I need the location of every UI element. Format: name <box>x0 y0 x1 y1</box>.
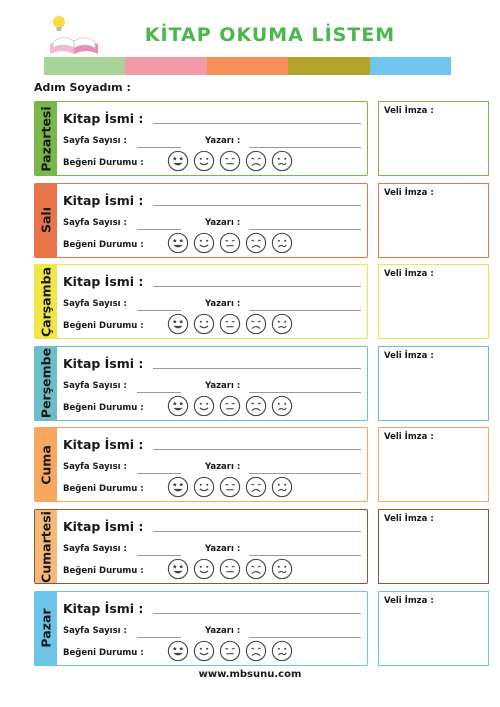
name-surname-label: Adım Soyadım : <box>34 81 131 94</box>
footer-website[interactable]: www.mbsunu.com <box>198 669 302 680</box>
rating-label: Beğeni Durumu : <box>63 321 144 332</box>
color-strip-segment <box>288 57 369 75</box>
page-count-label: Sayfa Sayısı : <box>63 625 127 636</box>
page-count-label: Sayfa Sayısı : <box>63 217 127 228</box>
page-count-line[interactable] <box>137 147 181 148</box>
parent-signature-label: Veli İmza : <box>384 106 434 116</box>
smiling-face-icon[interactable] <box>193 232 215 254</box>
book-entry-box <box>34 509 368 584</box>
rating-label: Beğeni Durumu : <box>63 566 144 576</box>
neutral-face-icon[interactable] <box>219 558 241 580</box>
author-label: Yazarı : <box>205 380 241 391</box>
star-eyes-face-icon[interactable] <box>167 640 189 662</box>
day-name: Perşembe <box>38 348 54 419</box>
author-line[interactable] <box>249 473 361 474</box>
parent-signature-box[interactable] <box>378 346 489 421</box>
day-tab <box>35 347 57 420</box>
day-name: Salı <box>38 207 54 234</box>
day-row-pazar <box>34 591 489 666</box>
confused-face-icon[interactable] <box>271 395 293 417</box>
neutral-face-icon[interactable] <box>219 640 241 662</box>
color-strip-segment <box>44 57 125 75</box>
color-strip-segment <box>370 57 451 75</box>
confused-face-icon[interactable] <box>271 640 293 662</box>
book-name-label: Kitap İsmi : <box>63 600 144 616</box>
book-entry-box <box>34 427 368 502</box>
author-label: Yazarı : <box>205 544 241 554</box>
book-name-label: Kitap İsmi : <box>63 355 144 371</box>
rating-faces <box>167 558 293 580</box>
day-name: Pazar <box>38 608 54 648</box>
book-name-label: Kitap İsmi : <box>63 519 144 534</box>
book-name-line[interactable] <box>153 286 361 287</box>
rating-faces <box>167 640 293 662</box>
book-name-label: Kitap İsmi : <box>63 192 144 208</box>
day-row-pazartesi <box>34 101 489 176</box>
book-name-line[interactable] <box>153 449 361 450</box>
page-count-label: Sayfa Sayısı : <box>63 380 127 391</box>
smiling-face-icon[interactable] <box>193 558 215 580</box>
color-strip <box>44 57 451 75</box>
page-count-label: Sayfa Sayısı : <box>63 462 127 473</box>
author-line[interactable] <box>249 229 361 230</box>
page-count-line[interactable] <box>137 473 181 474</box>
star-eyes-face-icon[interactable] <box>167 395 189 417</box>
rating-label: Beğeni Durumu : <box>63 158 144 168</box>
day-tab <box>35 184 57 257</box>
day-row-perşembe <box>34 346 489 421</box>
sad-face-icon[interactable] <box>245 558 267 580</box>
star-eyes-face-icon[interactable] <box>167 476 189 498</box>
book-name-line[interactable] <box>153 531 361 532</box>
star-eyes-face-icon[interactable] <box>167 558 189 580</box>
parent-signature-box[interactable] <box>378 264 489 339</box>
star-eyes-face-icon[interactable] <box>167 313 189 335</box>
book-entry-box <box>34 101 368 176</box>
book-name-line[interactable] <box>153 123 361 124</box>
day-row-cuma <box>34 427 489 502</box>
parent-signature-label: Veli İmza : <box>384 187 434 198</box>
rating-faces <box>167 313 293 335</box>
rating-faces <box>167 150 293 172</box>
smiling-face-icon[interactable] <box>193 640 215 662</box>
day-tab <box>35 592 57 665</box>
book-entry-box <box>34 183 368 258</box>
book-name-label: Kitap İsmi : <box>63 111 144 126</box>
page-count-label: Sayfa Sayısı : <box>63 544 127 554</box>
parent-signature-box[interactable] <box>378 591 489 666</box>
page-title: KİTAP OKUMA LİSTEM <box>144 24 396 46</box>
author-line[interactable] <box>249 147 361 148</box>
day-name: Cumartesi <box>38 510 54 583</box>
parent-signature-box[interactable] <box>378 509 489 584</box>
author-line[interactable] <box>249 637 361 638</box>
rating-faces <box>167 232 293 254</box>
neutral-face-icon[interactable] <box>219 395 241 417</box>
page-count-line[interactable] <box>137 392 181 393</box>
author-line[interactable] <box>249 310 361 311</box>
sad-face-icon[interactable] <box>245 232 267 254</box>
star-eyes-face-icon[interactable] <box>167 232 189 254</box>
author-label: Yazarı : <box>205 136 241 146</box>
sad-face-icon[interactable] <box>245 150 267 172</box>
neutral-face-icon[interactable] <box>219 476 241 498</box>
day-tab <box>35 428 57 501</box>
rating-label: Beğeni Durumu : <box>63 239 144 250</box>
parent-signature-label: Veli İmza : <box>384 432 434 443</box>
neutral-face-icon[interactable] <box>219 232 241 254</box>
smiling-face-icon[interactable] <box>193 313 215 335</box>
color-strip-segment <box>207 57 288 75</box>
book-entry-box <box>34 591 368 666</box>
book-lightbulb-logo-icon <box>44 14 104 56</box>
smiling-face-icon[interactable] <box>193 150 215 172</box>
author-line[interactable] <box>249 555 361 556</box>
author-line[interactable] <box>249 392 361 393</box>
parent-signature-label: Veli İmza : <box>384 350 434 361</box>
day-row-cumartesi <box>34 509 489 584</box>
author-label: Yazarı : <box>205 625 241 636</box>
confused-face-icon[interactable] <box>271 232 293 254</box>
parent-signature-label: Veli İmza : <box>384 514 434 524</box>
confused-face-icon[interactable] <box>271 313 293 335</box>
page-count-line[interactable] <box>137 637 181 638</box>
day-row-çarşamba <box>34 264 489 339</box>
page-count-line[interactable] <box>137 555 181 556</box>
sad-face-icon[interactable] <box>245 640 267 662</box>
page-count-line[interactable] <box>137 229 181 230</box>
book-entry-box <box>34 346 368 421</box>
author-label: Yazarı : <box>205 299 241 310</box>
smiling-face-icon[interactable] <box>193 395 215 417</box>
page-count-label: Sayfa Sayısı : <box>63 136 127 146</box>
rating-label: Beğeni Durumu : <box>63 402 144 413</box>
page-count-line[interactable] <box>137 310 181 311</box>
day-tab <box>35 265 57 338</box>
parent-signature-label: Veli İmza : <box>384 595 434 606</box>
day-tab <box>35 102 57 175</box>
book-name-line[interactable] <box>153 205 361 206</box>
parent-signature-label: Veli İmza : <box>384 269 434 280</box>
color-strip-segment <box>125 57 206 75</box>
sad-face-icon[interactable] <box>245 476 267 498</box>
day-name: Pazartesi <box>38 105 54 172</box>
parent-signature-box[interactable] <box>378 183 489 258</box>
book-name-line[interactable] <box>153 368 361 369</box>
parent-signature-box[interactable] <box>378 427 489 502</box>
author-label: Yazarı : <box>205 217 241 228</box>
day-tab <box>35 510 57 583</box>
book-name-label: Kitap İsmi : <box>63 274 144 290</box>
rating-label: Beğeni Durumu : <box>63 647 144 658</box>
author-label: Yazarı : <box>205 462 241 473</box>
day-name: Cuma <box>38 445 54 485</box>
rating-faces <box>167 395 293 417</box>
day-row-salı <box>34 183 489 258</box>
parent-signature-box[interactable] <box>378 101 489 176</box>
day-name: Çarşamba <box>38 266 54 337</box>
rating-faces <box>167 476 293 498</box>
neutral-face-icon[interactable] <box>219 150 241 172</box>
book-name-line[interactable] <box>153 613 361 614</box>
page-count-label: Sayfa Sayısı : <box>63 299 127 310</box>
rating-label: Beğeni Durumu : <box>63 484 144 495</box>
sad-face-icon[interactable] <box>245 313 267 335</box>
neutral-face-icon[interactable] <box>219 313 241 335</box>
book-name-label: Kitap İsmi : <box>63 437 144 453</box>
confused-face-icon[interactable] <box>271 558 293 580</box>
book-entry-box <box>34 264 368 339</box>
confused-face-icon[interactable] <box>271 150 293 172</box>
sad-face-icon[interactable] <box>245 395 267 417</box>
confused-face-icon[interactable] <box>271 476 293 498</box>
star-eyes-face-icon[interactable] <box>167 150 189 172</box>
smiling-face-icon[interactable] <box>193 476 215 498</box>
